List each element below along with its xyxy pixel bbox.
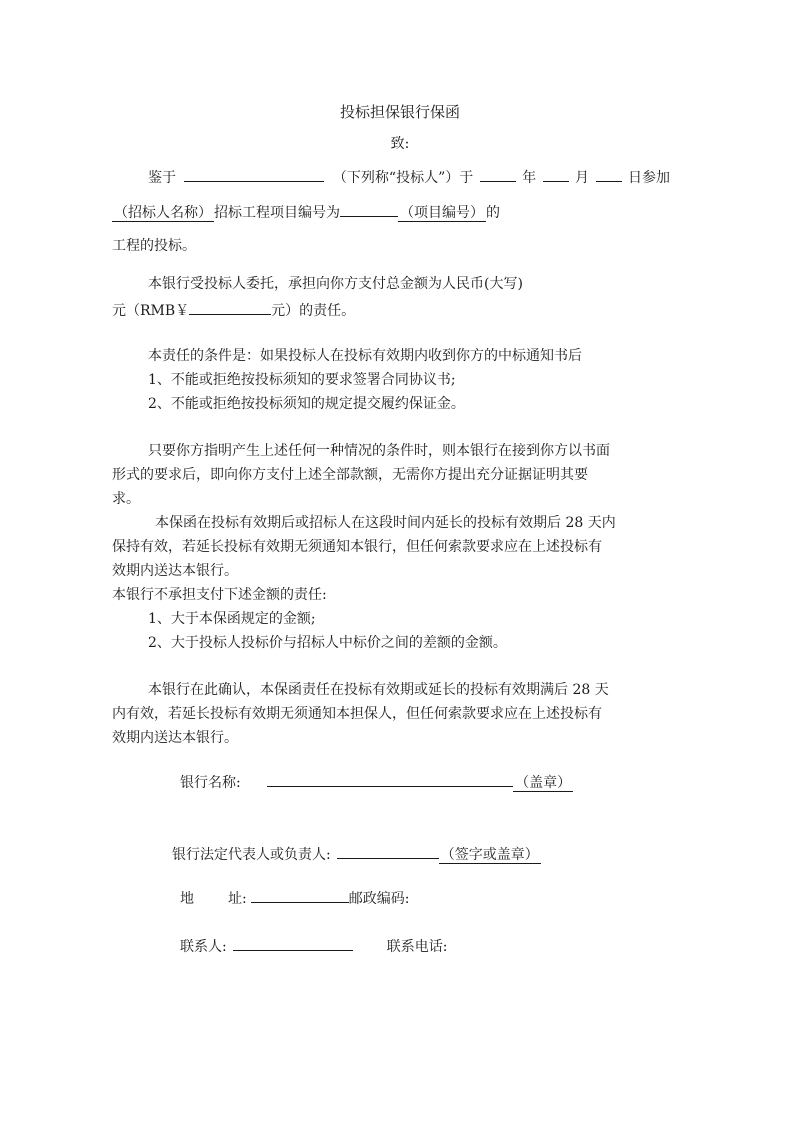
contact-blank (233, 935, 353, 951)
paragraph-1-line-3: 工程的投标。 (112, 238, 196, 254)
text-segment: 鉴于 (148, 170, 176, 186)
paragraph-3-line-1: 本责任的条件是：如果投标人在投标有效期内收到你方的中标通知书后 (148, 348, 582, 364)
address-label: 地 (180, 891, 194, 907)
text-segment: 月 (575, 170, 590, 186)
bank-name-label: 银行名称: (180, 775, 241, 791)
paragraph-5-line-4: 本银行不承担支付下述金额的责任: (112, 587, 327, 603)
bank-name-row (180, 771, 573, 793)
project-number-field: （项目编号） (400, 205, 484, 221)
contact-row (180, 935, 447, 957)
amount-blank (189, 299, 271, 315)
paragraph-2-line-2 (112, 299, 355, 321)
representative-label: 银行法定代表人或负责人: (172, 847, 331, 863)
paragraph-1-line-1 (148, 166, 670, 188)
condition-2: 2、不能或拒绝按投标须知的规定提交履约保证金。 (148, 396, 465, 412)
page-title: 投标担保银行保函 (339, 103, 460, 121)
text-segment: 日参加 (627, 170, 670, 186)
paragraph-4-line-3: 求。 (112, 491, 140, 507)
address-blank (251, 887, 349, 903)
text-segment: （下列称“投标人”）于 (332, 170, 474, 186)
month-blank (543, 166, 569, 182)
sign-seal-field: （签字或盖章） (440, 847, 539, 863)
paragraph-5-line-1: 本保函在投标有效期后或招标人在这段时间内延长的投标有效期后 28 天内 (155, 515, 616, 531)
address-label-suffix: 址: (228, 891, 247, 907)
paragraph-6-line-1: 本银行在此确认，本保函责任在投标有效期或延长的投标有效期满后 28 天 (148, 682, 609, 698)
paragraph-6-line-2: 内有效，若延长投标有效期无须通知本担保人，但任何索款要求应在上述投标有 (112, 706, 602, 722)
day-blank (596, 166, 622, 182)
salutation: 致: (390, 136, 410, 152)
contact-label: 联系人: (180, 939, 227, 955)
postcode-label: 邮政编码: (348, 891, 410, 907)
text-segment: 元（RMB￥ (112, 303, 190, 319)
text-segment: 元）的责任。 (271, 303, 356, 319)
paragraph-4-line-1: 只要你方指明产生上述任何一种情况的条件时，则本银行在接到你方以书面 (148, 443, 610, 459)
project-number-blank (340, 201, 398, 217)
paragraph-2-line-1: 本银行受投标人委托，承担向你方支付总金额为人民币(大写) (148, 276, 523, 292)
condition-1: 1、不能或拒绝按投标须知的要求签署合同协议书; (148, 372, 456, 388)
text-segment: 年 (522, 170, 537, 186)
phone-label: 联系电话: (386, 939, 448, 955)
bidder-blank (184, 166, 324, 182)
paragraph-4-line-2: 形式的要求后，即向你方支付上述全部款额，无需你方提出充分证据证明其要 (112, 467, 588, 483)
text-segment: 招标工程项目编号为 (214, 205, 340, 221)
paragraph-6-line-3: 效期内送达本银行。 (112, 730, 238, 746)
representative-row (172, 843, 541, 865)
year-blank (480, 166, 516, 182)
bank-name-blank (267, 771, 513, 787)
representative-blank (337, 843, 439, 859)
seal-field: （盖章） (515, 775, 572, 791)
exclusion-2: 2、大于投标人投标价与招标人中标价之间的差额的金额。 (148, 635, 507, 651)
text-segment: 的 (486, 205, 500, 221)
paragraph-5-line-3: 效期内送达本银行。 (112, 563, 238, 579)
paragraph-1-line-2 (112, 201, 500, 223)
exclusion-1: 1、大于本保函规定的金额; (148, 611, 316, 627)
tenderer-name-field: （招标人名称） (114, 205, 212, 221)
address-row (180, 887, 409, 909)
paragraph-5-line-2: 保持有效，若延长投标有效期无须通知本银行，但任何索款要求应在上述投标有 (112, 539, 602, 555)
